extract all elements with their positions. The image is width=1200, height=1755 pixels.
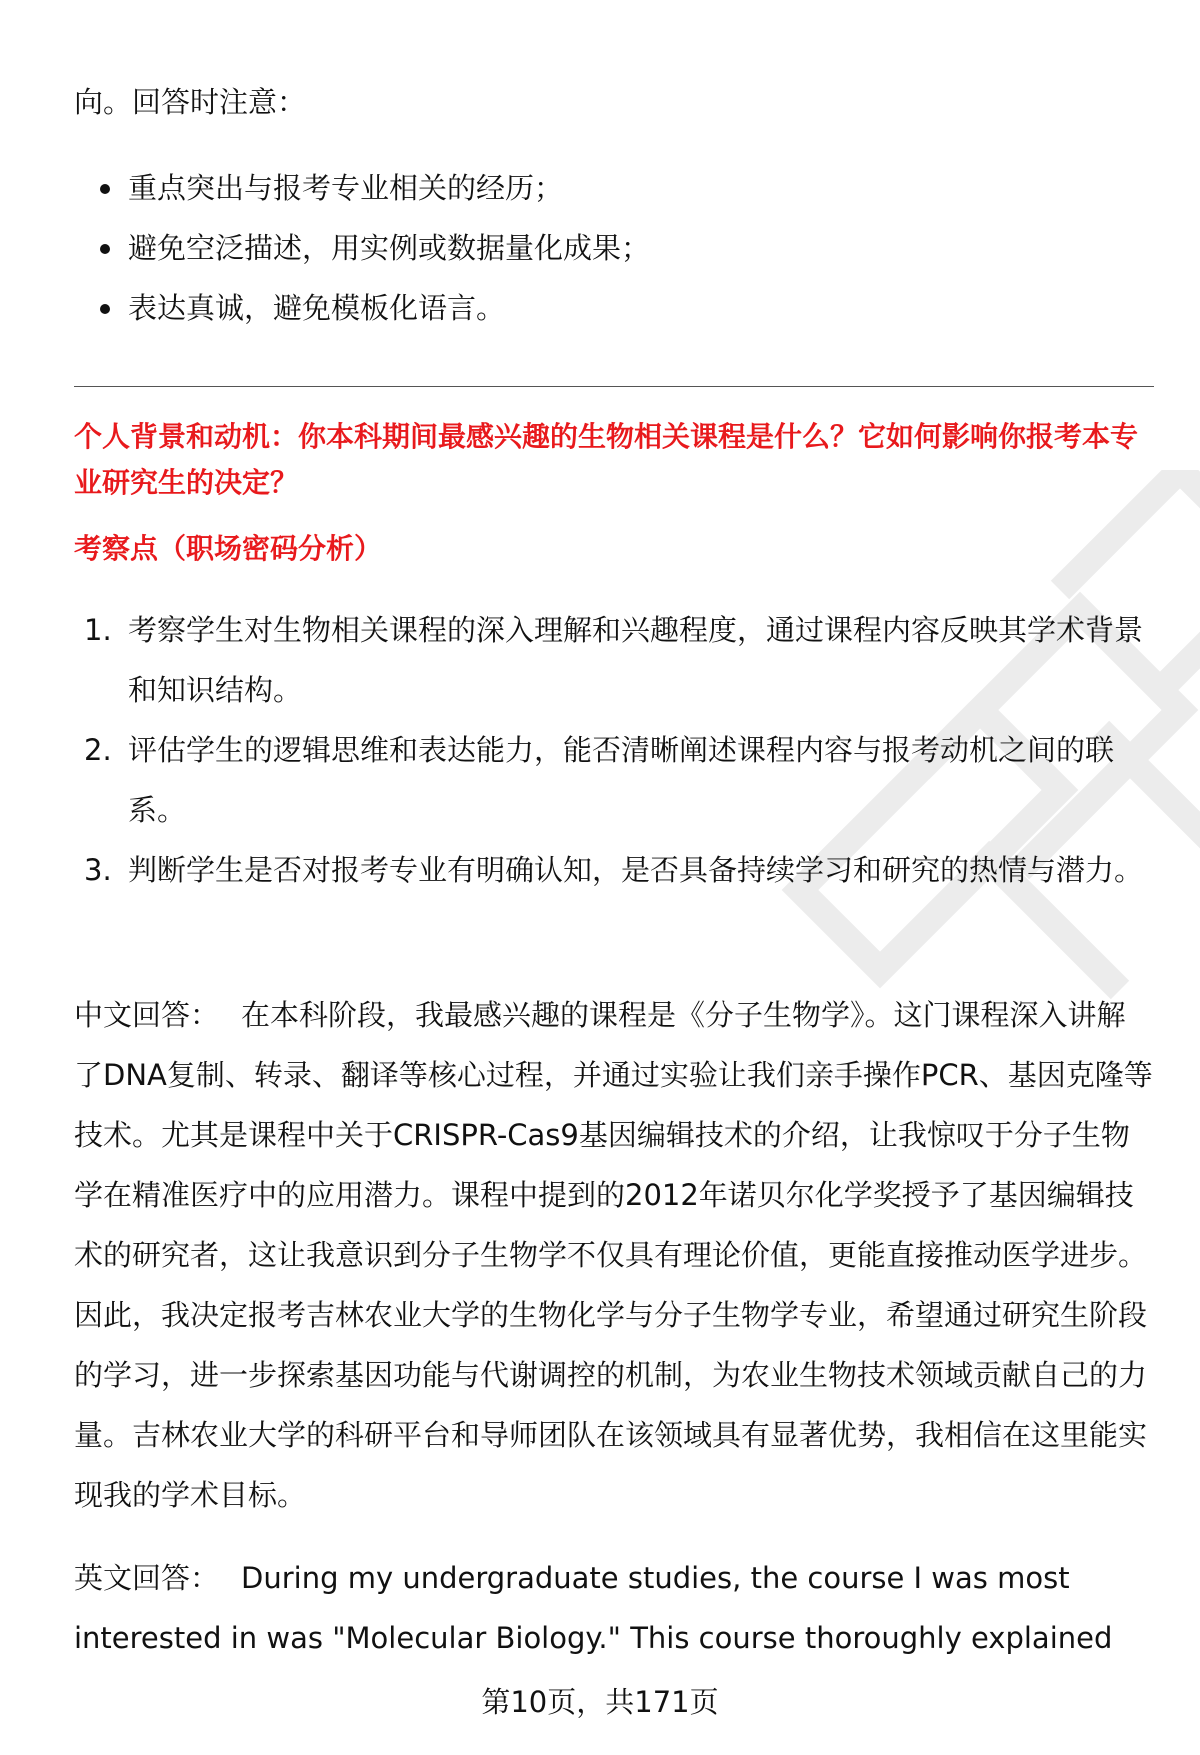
section-divider: [74, 386, 1154, 387]
points-list: [74, 600, 1154, 900]
bullet-icon: [100, 184, 110, 194]
chinese-answer: [74, 985, 1154, 1525]
list-item: [74, 720, 1154, 840]
item-number: 2.: [84, 733, 112, 767]
note-text: 重点突出与报考专业相关的经历；: [128, 171, 564, 205]
answer-label: 英文回答：: [74, 1561, 220, 1595]
intro-text: 向。回答时注意：: [74, 85, 307, 119]
bullet-icon: [100, 244, 110, 254]
list-item: [74, 278, 650, 338]
notes-list: [74, 158, 650, 338]
point-text: 判断学生是否对报考专业有明确认知，是否具备持续学习和研究的热情与潜力。: [128, 853, 1144, 887]
bullet-icon: [100, 304, 110, 314]
list-item: [74, 600, 1154, 720]
english-answer: [74, 1548, 1154, 1668]
list-item: [74, 218, 650, 278]
note-text: 避免空泛描述，用实例或数据量化成果；: [128, 231, 651, 265]
point-text: 评估学生的逻辑思维和表达能力，能否清晰阐述课程内容与报考动机之间的联系。: [128, 733, 1115, 827]
answer-text: During my undergraduate studies, the course I was most interested in was "Molecular Biology." This course thoroughly explained: [74, 1561, 1113, 1655]
list-item: [74, 840, 1154, 900]
section-title: 考察点（职场密码分析）: [74, 532, 383, 565]
list-item: [74, 158, 650, 218]
question-heading: 个人背景和动机：你本科期间最感兴趣的生物相关课程是什么？它如何影响你报考本专业研究生的决定？: [74, 420, 1139, 499]
note-text: 表达真诚，避免模板化语言。: [128, 291, 506, 325]
answer-text: 在本科阶段，我最感兴趣的课程是《分子生物学》。这门课程深入讲解了DNA复制、转录、翻译等核心过程，并通过实验让我们亲手操作PCR、基因克隆等技术。尤其是课程中关于CRISPR-Cas9基因编辑技术的介绍，让我惊叹于分子生物学在精准医疗中的应用潜力。课程中提到的2012年诺贝尔化学奖授予了基因编辑技术的研究者，这让我意识到分子生物学不仅具有理论价值，更能直接推动医学进步。因此，我决定报考吉林农业大学的生物化学与分子生物学专业，希望通过研究生阶段的学习，进一步探索基因功能与代谢调控的机制，为农业生物技术领域贡献自己的力量。吉林农业大学的科研平台和导师团队在该领域具有显著优势，我相信在这里能实现我的学术目标。: [74, 998, 1153, 1512]
answer-label: 中文回答：: [74, 998, 220, 1032]
item-number: 3.: [84, 853, 112, 887]
page-number: 第10页，共171页: [481, 1685, 719, 1719]
item-number: 1.: [84, 613, 112, 647]
point-text: 考察学生对生物相关课程的深入理解和兴趣程度，通过课程内容反映其学术背景和知识结构。: [128, 613, 1144, 707]
